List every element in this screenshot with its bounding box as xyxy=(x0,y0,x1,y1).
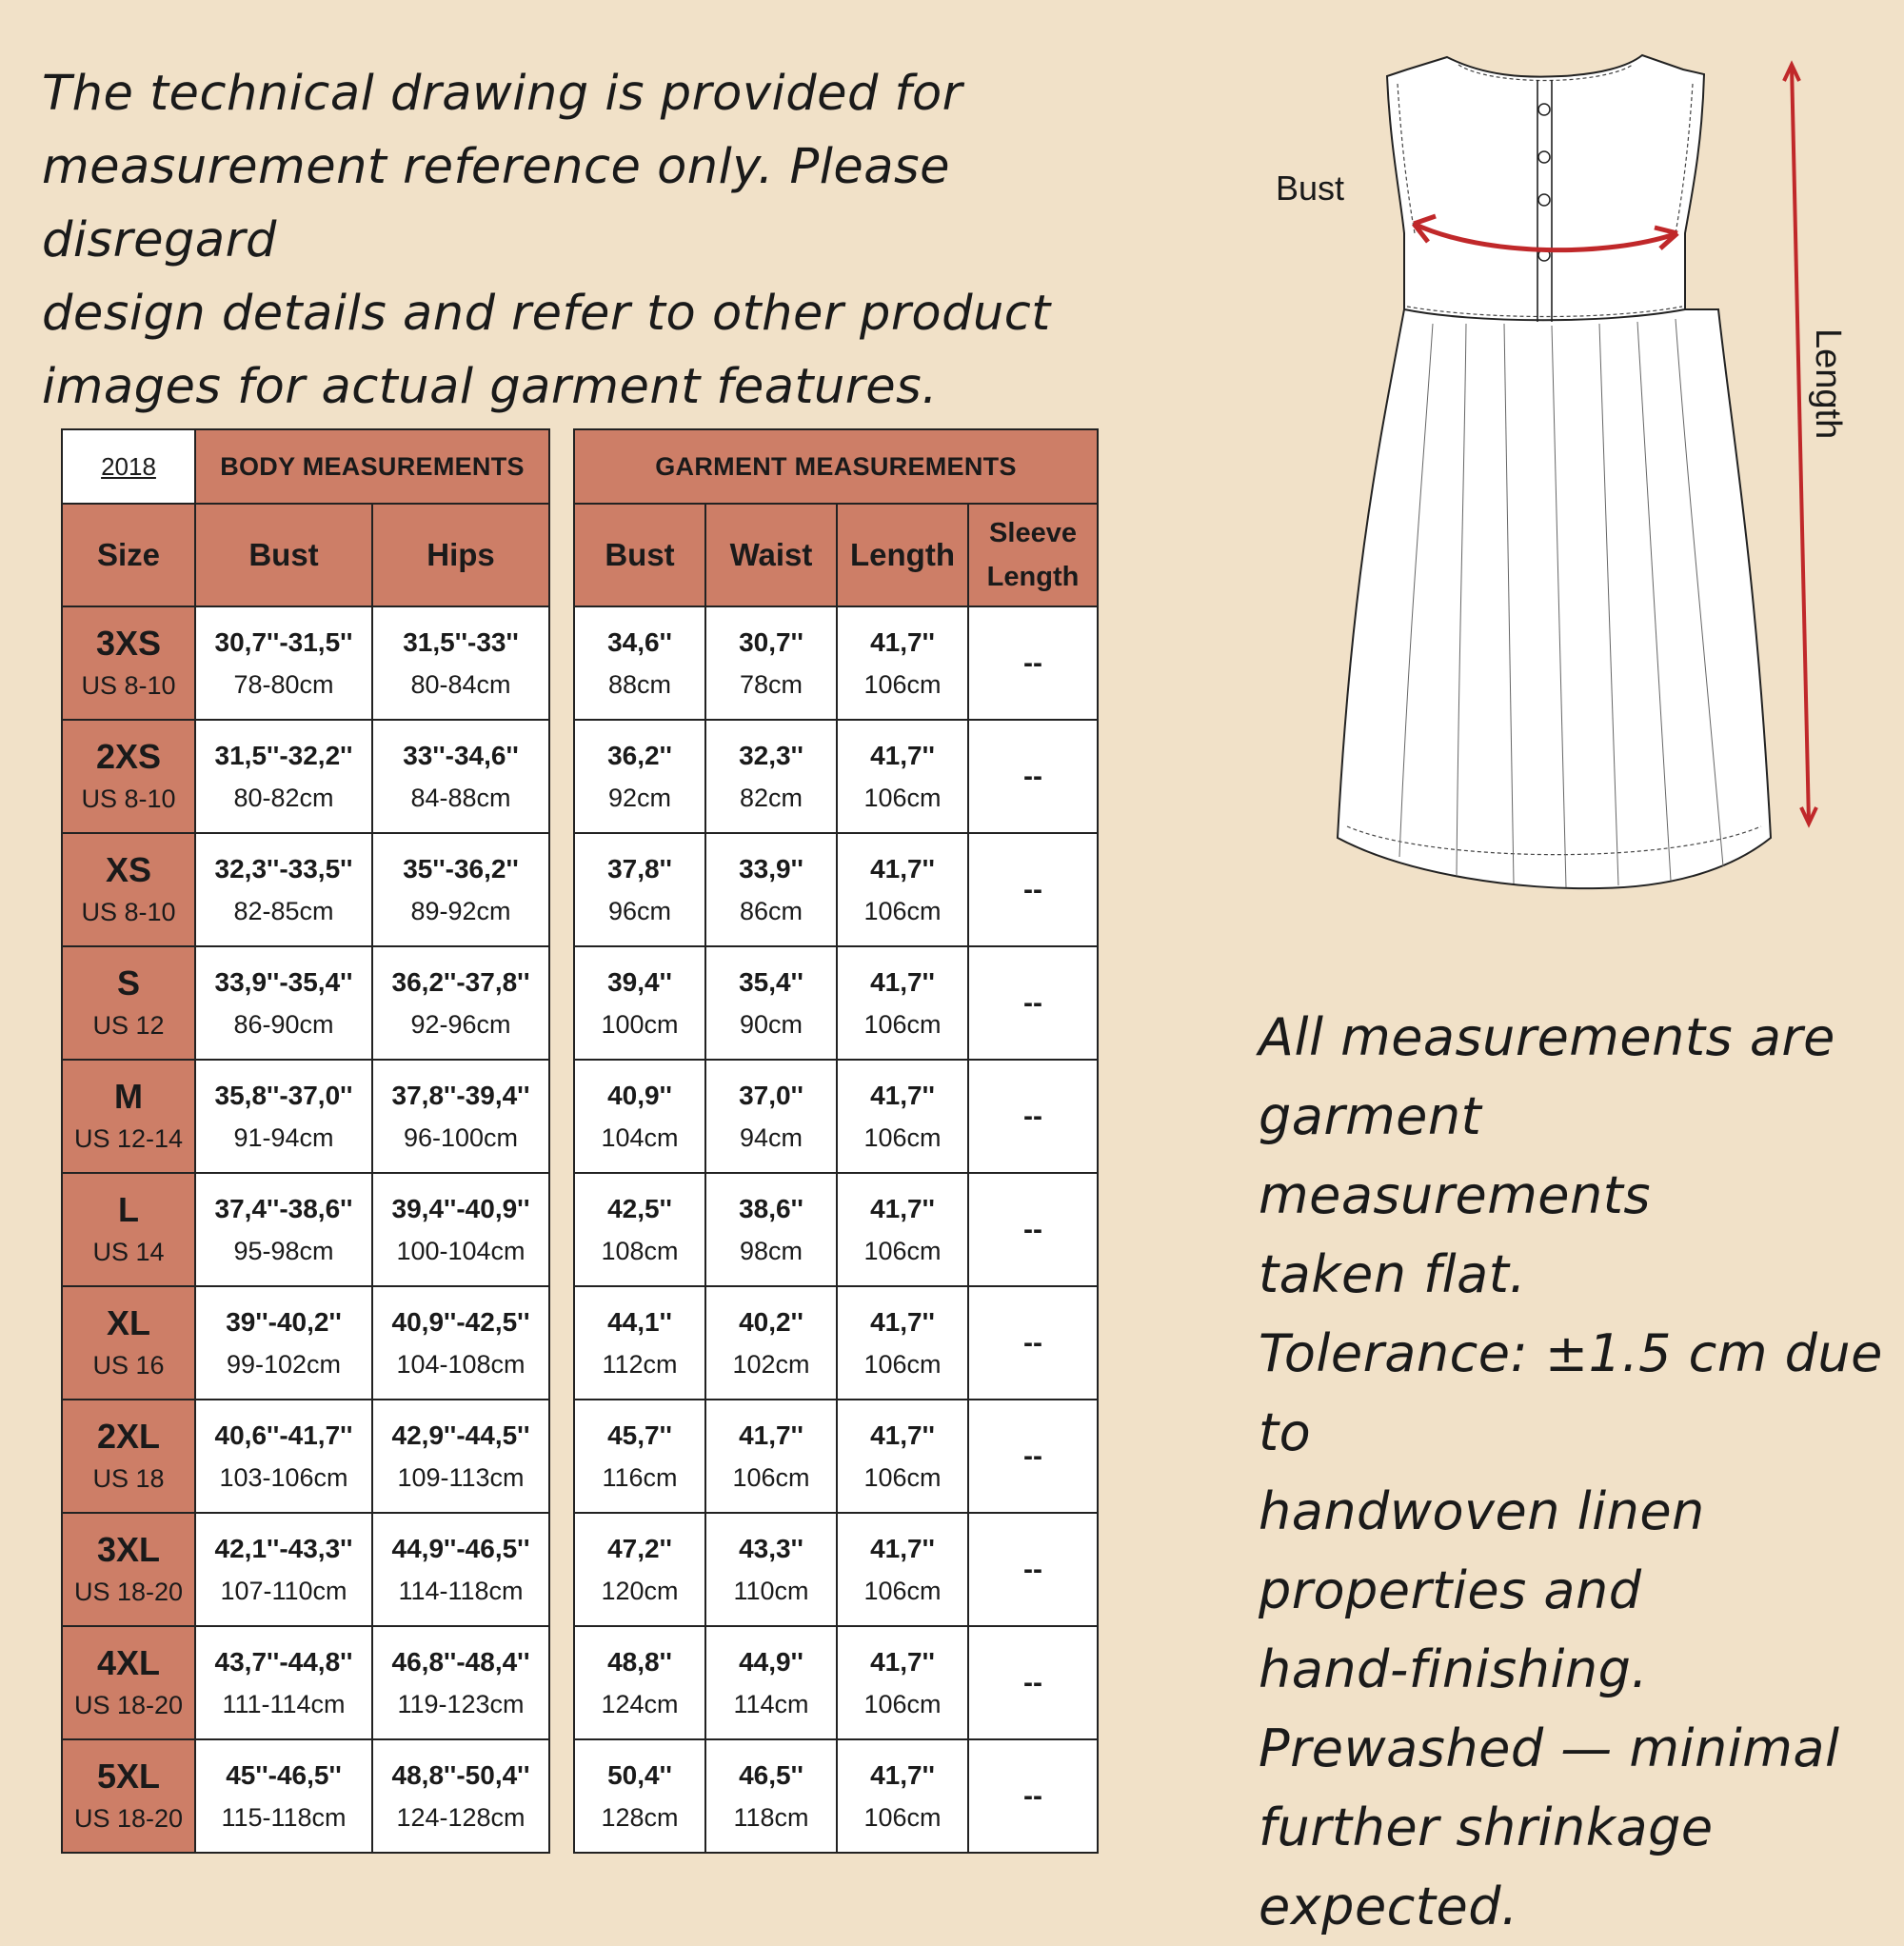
inch-value: 43,3'' xyxy=(739,1533,803,1563)
garment-waist-cell xyxy=(705,1513,837,1626)
inch-value: 44,1'' xyxy=(607,1306,672,1337)
size-cell xyxy=(62,1060,195,1173)
cm-value: 116cm xyxy=(602,1462,678,1492)
cm-value: 88cm xyxy=(607,669,672,699)
cm-value: 124-128cm xyxy=(396,1802,526,1832)
garment-waist-cell xyxy=(705,1286,837,1400)
size-label: 2XL xyxy=(96,1416,161,1456)
garment-waist-column-header: Waist xyxy=(705,504,837,606)
inch-value: 40,9'' xyxy=(607,1080,672,1110)
body-hips-cell xyxy=(372,1739,549,1853)
garment-measurements-table xyxy=(573,428,1099,1854)
body-hips-cell xyxy=(372,1513,549,1626)
cm-value: 100cm xyxy=(601,1009,679,1039)
table-row xyxy=(62,1286,549,1400)
inch-value: 41,7'' xyxy=(870,1306,935,1337)
inch-value: 44,9'' xyxy=(739,1646,803,1677)
inch-value: 35,4'' xyxy=(739,966,803,997)
inch-value: 42,5'' xyxy=(607,1193,672,1223)
inch-value: 41,7'' xyxy=(870,1646,935,1677)
notes-line: expected. xyxy=(1259,1876,1518,1936)
garment-waist-cell xyxy=(705,1173,837,1286)
cm-value: 82cm xyxy=(739,783,803,812)
notes-line: Prewashed — minimal xyxy=(1259,1718,1840,1778)
inch-value: 41,7'' xyxy=(870,853,935,884)
body-hips-cell xyxy=(372,1626,549,1739)
inch-value: 41,7'' xyxy=(870,1759,935,1790)
inch-value: 37,8''-39,4'' xyxy=(391,1080,530,1110)
garment-length-cell xyxy=(837,1286,968,1400)
table-row xyxy=(62,946,549,1060)
size-cell xyxy=(62,1626,195,1739)
cm-value: 106cm xyxy=(863,1349,942,1379)
garment-waist-cell xyxy=(705,833,837,946)
body-hips-cell xyxy=(372,1286,549,1400)
garment-waist-cell xyxy=(705,946,837,1060)
garment-waist-cell xyxy=(705,1400,837,1513)
cm-value: 92cm xyxy=(607,783,672,812)
cm-value: 106cm xyxy=(863,669,942,699)
garment-waist-cell xyxy=(705,1060,837,1173)
cm-value: 80-82cm xyxy=(233,783,334,812)
garment-band-header: GARMENT MEASUREMENTS xyxy=(574,429,1098,504)
inch-value: 31,5''-32,2'' xyxy=(214,740,353,770)
garment-length-cell xyxy=(837,833,968,946)
body-bust-cell xyxy=(195,1739,372,1853)
notes-line: taken flat. xyxy=(1259,1244,1527,1304)
cm-value: 104-108cm xyxy=(396,1349,526,1379)
length-label: Length xyxy=(1808,328,1848,440)
sleeve-value: -- xyxy=(1023,760,1042,792)
cm-value: 106cm xyxy=(863,1009,942,1039)
cm-value: 100-104cm xyxy=(396,1236,526,1265)
year-cell xyxy=(62,429,195,504)
cm-value: 78cm xyxy=(739,669,803,699)
inch-value: 48,8'' xyxy=(607,1646,672,1677)
cm-value: 102cm xyxy=(732,1349,810,1379)
measurement-notes xyxy=(1259,998,1887,1946)
us-size-label: US 18-20 xyxy=(73,1577,184,1606)
garment-bust-cell xyxy=(574,1173,705,1286)
inch-value: 40,9''-42,5'' xyxy=(391,1306,530,1337)
size-label: M xyxy=(114,1076,143,1116)
size-cell xyxy=(62,606,195,720)
table-row xyxy=(574,1513,1098,1626)
cm-value: 90cm xyxy=(739,1009,803,1039)
cm-value: 118cm xyxy=(733,1802,809,1832)
body-hips-column-header: Hips xyxy=(372,504,549,606)
garment-length-column-header: Length xyxy=(837,504,968,606)
garment-bust-cell xyxy=(574,1626,705,1739)
inch-value: 43,7''-44,8'' xyxy=(214,1646,353,1677)
inch-value: 39''-40,2'' xyxy=(226,1306,342,1337)
body-bust-cell xyxy=(195,946,372,1060)
year-label: 2018 xyxy=(101,451,156,481)
sleeve-value: -- xyxy=(1023,1213,1042,1245)
body-hips-cell xyxy=(372,1060,549,1173)
table-row xyxy=(574,833,1098,946)
body-bust-cell xyxy=(195,1286,372,1400)
table-row xyxy=(574,1626,1098,1739)
size-label: S xyxy=(116,963,140,1003)
cm-value: 120cm xyxy=(601,1576,679,1605)
garment-sleeve-column-header: Sleeve Length xyxy=(968,504,1098,606)
sleeve-value: -- xyxy=(1023,646,1042,679)
inch-value: 33''-34,6'' xyxy=(403,740,519,770)
cm-value: 128cm xyxy=(601,1802,679,1832)
inch-value: 33,9'' xyxy=(739,853,803,884)
size-cell xyxy=(62,1513,195,1626)
inch-value: 35''-36,2'' xyxy=(403,853,519,884)
cm-value: 95-98cm xyxy=(233,1236,334,1265)
cm-value: 86cm xyxy=(739,896,803,925)
cm-value: 110cm xyxy=(733,1576,809,1605)
inch-value: 41,7'' xyxy=(870,740,935,770)
us-size-label: US 18-20 xyxy=(73,1690,184,1719)
inch-value: 41,7'' xyxy=(870,1193,935,1223)
cm-value: 94cm xyxy=(739,1122,803,1152)
table-row xyxy=(62,1739,549,1853)
inch-value: 33,9''-35,4'' xyxy=(214,966,353,997)
garment-bust-cell xyxy=(574,1400,705,1513)
inch-value: 46,5'' xyxy=(739,1759,803,1790)
inch-value: 31,5''-33'' xyxy=(403,626,519,657)
size-label: 5XL xyxy=(96,1756,161,1796)
garment-length-cell xyxy=(837,946,968,1060)
cm-value: 114cm xyxy=(733,1689,809,1718)
inch-value: 41,7'' xyxy=(870,626,935,657)
garment-sleeve-cell xyxy=(968,833,1098,946)
inch-value: 37,4''-38,6'' xyxy=(214,1193,353,1223)
garment-sleeve-cell xyxy=(968,1513,1098,1626)
cm-value: 108cm xyxy=(601,1236,679,1265)
notes-line: All measurements are xyxy=(1259,1007,1835,1067)
size-cell xyxy=(62,1286,195,1400)
inch-value: 34,6'' xyxy=(607,626,672,657)
cm-value: 99-102cm xyxy=(226,1349,342,1379)
garment-sleeve-cell xyxy=(968,1400,1098,1513)
body-hips-cell xyxy=(372,946,549,1060)
inch-value: 36,2'' xyxy=(607,740,672,770)
size-label: L xyxy=(118,1189,139,1229)
garment-waist-cell xyxy=(705,720,837,833)
notes-line: Tolerance: ±1.5 cm due to xyxy=(1259,1323,1883,1462)
garment-sleeve-cell xyxy=(968,1286,1098,1400)
inch-value: 41,7'' xyxy=(870,1420,935,1450)
us-size-label: US 18-20 xyxy=(73,1803,184,1833)
garment-sleeve-cell xyxy=(968,1626,1098,1739)
us-size-label: US 12-14 xyxy=(73,1123,184,1153)
cm-value: 86-90cm xyxy=(233,1009,334,1039)
garment-waist-cell xyxy=(705,1739,837,1853)
table-row xyxy=(574,1060,1098,1173)
inch-value: 46,8''-48,4'' xyxy=(391,1646,530,1677)
body-bust-cell xyxy=(195,1400,372,1513)
cm-value: 112cm xyxy=(602,1349,678,1379)
inch-value: 36,2''-37,8'' xyxy=(391,966,530,997)
table-row xyxy=(574,1173,1098,1286)
cm-value: 104cm xyxy=(601,1122,679,1152)
table-row xyxy=(62,1400,549,1513)
size-label: 3XL xyxy=(96,1529,161,1569)
body-hips-cell xyxy=(372,720,549,833)
cm-value: 114-118cm xyxy=(398,1576,524,1605)
inch-value: 41,7'' xyxy=(870,966,935,997)
cm-value: 106cm xyxy=(863,1122,942,1152)
intro-line: images for actual garment features. xyxy=(42,359,938,415)
us-size-label: US 8-10 xyxy=(81,784,176,813)
body-bust-cell xyxy=(195,1513,372,1626)
body-bust-cell xyxy=(195,1173,372,1286)
table-row xyxy=(574,606,1098,720)
cm-value: 89-92cm xyxy=(410,896,511,925)
us-size-label: US 12 xyxy=(92,1010,165,1040)
body-hips-cell xyxy=(372,1400,549,1513)
size-label: XS xyxy=(105,849,152,889)
table-row xyxy=(62,1626,549,1739)
table-row xyxy=(574,1400,1098,1513)
cm-value: 96-100cm xyxy=(403,1122,519,1152)
intro-line: measurement reference only. Please disregard xyxy=(42,139,950,268)
us-size-label: US 18 xyxy=(92,1463,165,1493)
garment-sleeve-cell xyxy=(968,720,1098,833)
table-row xyxy=(62,1060,549,1173)
body-hips-cell xyxy=(372,833,549,946)
sleeve-value: -- xyxy=(1023,1553,1042,1585)
table-row xyxy=(62,833,549,946)
inch-value: 35,8''-37,0'' xyxy=(214,1080,353,1110)
length-arrow xyxy=(1784,65,1816,824)
body-bust-cell xyxy=(195,720,372,833)
inch-value: 48,8''-50,4'' xyxy=(391,1759,530,1790)
cm-value: 84-88cm xyxy=(410,783,511,812)
garment-bust-cell xyxy=(574,720,705,833)
inch-value: 45,7'' xyxy=(607,1420,672,1450)
inch-value: 50,4'' xyxy=(607,1759,672,1790)
cm-value: 82-85cm xyxy=(233,896,334,925)
cm-value: 80-84cm xyxy=(410,669,511,699)
sleeve-value: -- xyxy=(1023,1666,1042,1698)
cm-value: 106cm xyxy=(863,1802,942,1832)
cm-value: 106cm xyxy=(863,1462,942,1492)
cm-value: 111-114cm xyxy=(222,1689,346,1718)
garment-bust-cell xyxy=(574,946,705,1060)
size-cell xyxy=(62,1400,195,1513)
body-measurements-table xyxy=(61,428,550,1854)
intro-line: The technical drawing is provided for xyxy=(42,66,963,122)
size-label: 4XL xyxy=(96,1642,161,1682)
garment-length-cell xyxy=(837,1400,968,1513)
cm-value: 106cm xyxy=(863,1236,942,1265)
size-label: XL xyxy=(106,1302,150,1342)
inch-value: 40,6''-41,7'' xyxy=(214,1420,353,1450)
garment-waist-cell xyxy=(705,606,837,720)
table-row xyxy=(62,606,549,720)
cm-value: 96cm xyxy=(607,896,672,925)
size-label: 3XS xyxy=(95,623,162,663)
notes-line: further shrinkage xyxy=(1259,1797,1714,1857)
notes-line: garment measurements xyxy=(1259,1086,1652,1225)
cm-value: 106cm xyxy=(863,1576,942,1605)
sleeve-value: -- xyxy=(1023,873,1042,905)
size-label: 2XS xyxy=(95,736,162,776)
garment-length-cell xyxy=(837,606,968,720)
size-column-header: Size xyxy=(62,504,195,606)
intro-line: design details and refer to other product xyxy=(42,286,1051,342)
size-cell xyxy=(62,1739,195,1853)
garment-length-cell xyxy=(837,1739,968,1853)
inch-value: 41,7'' xyxy=(870,1533,935,1563)
garment-sleeve-cell xyxy=(968,1060,1098,1173)
size-cell xyxy=(62,720,195,833)
sleeve-value: -- xyxy=(1023,1440,1042,1472)
cm-value: 98cm xyxy=(739,1236,803,1265)
inch-value: 39,4''-40,9'' xyxy=(391,1193,530,1223)
inch-value: 30,7'' xyxy=(739,626,803,657)
garment-bust-cell xyxy=(574,1739,705,1853)
cm-value: 106cm xyxy=(863,1689,942,1718)
cm-value: 107-110cm xyxy=(220,1576,347,1605)
cm-value: 78-80cm xyxy=(233,669,334,699)
body-hips-cell xyxy=(372,1173,549,1286)
inch-value: 37,0'' xyxy=(739,1080,803,1110)
cm-value: 106cm xyxy=(863,896,942,925)
table-row xyxy=(62,720,549,833)
table-row xyxy=(574,1739,1098,1853)
inch-value: 44,9''-46,5'' xyxy=(391,1533,530,1563)
garment-bust-column-header: Bust xyxy=(574,504,705,606)
garment-bust-cell xyxy=(574,1513,705,1626)
cm-value: 115-118cm xyxy=(221,1802,347,1832)
size-cell xyxy=(62,946,195,1060)
inch-value: 45''-46,5'' xyxy=(226,1759,342,1790)
inch-value: 39,4'' xyxy=(607,966,672,997)
inch-value: 47,2'' xyxy=(607,1533,672,1563)
garment-sleeve-cell xyxy=(968,1739,1098,1853)
dress-technical-drawing xyxy=(1238,38,1904,895)
garment-bust-cell xyxy=(574,606,705,720)
garment-length-cell xyxy=(837,1060,968,1173)
notes-line: properties and xyxy=(1259,1560,1642,1620)
inch-value: 32,3''-33,5'' xyxy=(214,853,353,884)
garment-length-cell xyxy=(837,1173,968,1286)
body-hips-cell xyxy=(372,606,549,720)
body-bust-cell xyxy=(195,1626,372,1739)
cm-value: 124cm xyxy=(601,1689,679,1718)
garment-waist-cell xyxy=(705,1626,837,1739)
inch-value: 42,1''-43,3'' xyxy=(214,1533,353,1563)
notes-line: handwoven linen xyxy=(1259,1481,1705,1541)
table-row xyxy=(574,720,1098,833)
garment-sleeve-cell xyxy=(968,1173,1098,1286)
body-bust-cell xyxy=(195,1060,372,1173)
body-band-header: BODY MEASUREMENTS xyxy=(195,429,549,504)
cm-value: 92-96cm xyxy=(410,1009,511,1039)
inch-value: 32,3'' xyxy=(739,740,803,770)
cm-value: 91-94cm xyxy=(233,1122,334,1152)
size-cell xyxy=(62,1173,195,1286)
inch-value: 30,7''-31,5'' xyxy=(214,626,353,657)
cm-value: 106cm xyxy=(732,1462,810,1492)
table-row xyxy=(574,946,1098,1060)
size-cell xyxy=(62,833,195,946)
us-size-label: US 8-10 xyxy=(81,670,176,700)
inch-value: 37,8'' xyxy=(607,853,672,884)
us-size-label: US 14 xyxy=(92,1237,165,1266)
inch-value: 42,9''-44,5'' xyxy=(391,1420,530,1450)
table-row xyxy=(62,1513,549,1626)
garment-length-cell xyxy=(837,1626,968,1739)
garment-length-cell xyxy=(837,1513,968,1626)
sleeve-value: -- xyxy=(1023,986,1042,1019)
cm-value: 109-113cm xyxy=(397,1462,525,1492)
us-size-label: US 8-10 xyxy=(81,897,176,926)
body-bust-cell xyxy=(195,606,372,720)
garment-bust-cell xyxy=(574,1286,705,1400)
table-row xyxy=(62,1173,549,1286)
garment-bust-cell xyxy=(574,833,705,946)
inch-value: 38,6'' xyxy=(739,1193,803,1223)
cm-value: 106cm xyxy=(863,783,942,812)
inch-value: 41,7'' xyxy=(739,1420,803,1450)
body-bust-cell xyxy=(195,833,372,946)
table-row xyxy=(574,1286,1098,1400)
sleeve-value: -- xyxy=(1023,1779,1042,1812)
intro-note xyxy=(42,57,1108,424)
sleeve-value: -- xyxy=(1023,1326,1042,1359)
inch-value: 41,7'' xyxy=(870,1080,935,1110)
dress-outline xyxy=(1338,55,1771,888)
garment-sleeve-cell xyxy=(968,946,1098,1060)
garment-bust-cell xyxy=(574,1060,705,1173)
us-size-label: US 16 xyxy=(92,1350,165,1380)
notes-line: hand-finishing. xyxy=(1259,1639,1649,1699)
bust-label: Bust xyxy=(1276,169,1345,208)
cm-value: 103-106cm xyxy=(219,1462,348,1492)
cm-value: 119-123cm xyxy=(397,1689,525,1718)
garment-length-cell xyxy=(837,720,968,833)
sleeve-value: -- xyxy=(1023,1100,1042,1132)
inch-value: 40,2'' xyxy=(739,1306,803,1337)
body-bust-column-header: Bust xyxy=(195,504,372,606)
garment-sleeve-cell xyxy=(968,606,1098,720)
